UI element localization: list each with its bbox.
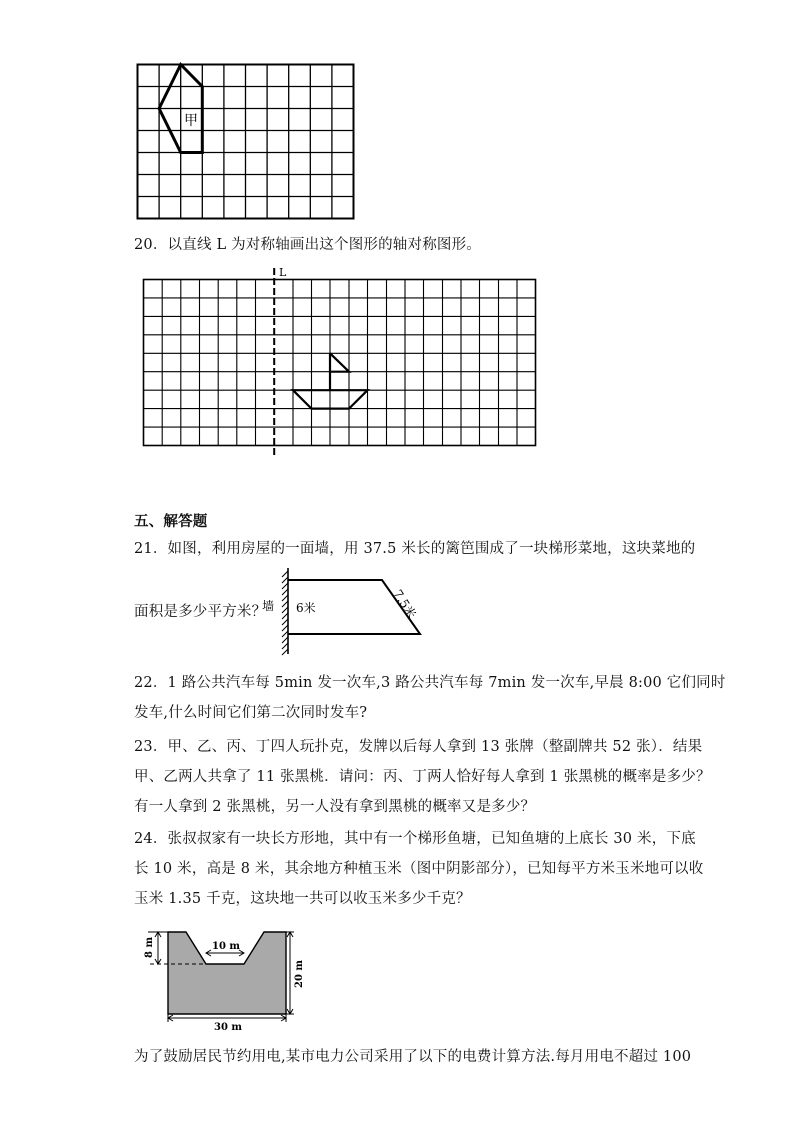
label-20m: 20 m [294, 960, 305, 988]
question-25-line1: 为了鼓励居民节约用电,某市电力公司采用了以下的电费计算方法.每月用电不超过 100 [134, 1049, 692, 1065]
question-21-line1: 21．如图，利用房屋的一面墙，用 37.5 米长的篱笆围成了一块梯形菜地，这块菜地的 [134, 541, 696, 557]
question-24-line3: 玉米 1.35 千克，这块地一共可以收玉米多少千克？ [134, 891, 471, 907]
question-20: 20．以直线 L 为对称轴画出这个图形的轴对称图形。 [134, 237, 481, 253]
question-23-line3: 有一人拿到 2 张黑桃，另一人没有拿到黑桃的概率又是多少？ [134, 799, 536, 815]
figure-20-grid [138, 262, 542, 462]
question-23-line1: 23．甲、乙、丙、丁四人玩扑克，发牌以后每人拿到 13 张牌（整副牌共 52 张）．结果 [134, 739, 703, 755]
shape-jia-label: 甲 [184, 113, 198, 129]
height-label: 6米 [296, 601, 316, 615]
question-22-line1: 22．1 路公共汽车每 5min 发一次车,3 路公共汽车每 7min 发一次车,早晨 8:00 它们同时 [134, 675, 726, 691]
label-30m: 30 m [214, 1022, 242, 1030]
question-24-line1: 24．张叔叔家有一块长方形地，其中有一个梯形鱼塘，已知鱼塘的上底长 30 米，下底 [134, 831, 696, 847]
question-23-line2: 甲、乙两人共拿了 11 张黑桃．请问：丙、丁两人恰好每人拿到 1 张黑桃的概率是多少？ [134, 769, 711, 785]
figure-21-trapezoid [256, 562, 426, 662]
wall-label: 墙 [262, 599, 275, 613]
slant-label: 7.5米 [390, 587, 419, 621]
question-22-line2: 发车,什么时间它们第二次同时发车? [134, 705, 368, 721]
label-10m: 10 m [212, 941, 240, 952]
question-24-line2: 长 10 米，高是 8 米，其余地方种植玉米（图中阴影部分），已知每平方米玉米地可以收 [134, 861, 704, 877]
label-8m: 8 m [144, 936, 155, 958]
figure-19-grid [130, 58, 362, 228]
axis-label-L: L [279, 266, 287, 279]
question-21-line2: 面积是多少平方米？ [134, 604, 267, 620]
section-5-heading: 五、解答题 [134, 513, 208, 530]
figure-24-field [136, 918, 316, 1030]
